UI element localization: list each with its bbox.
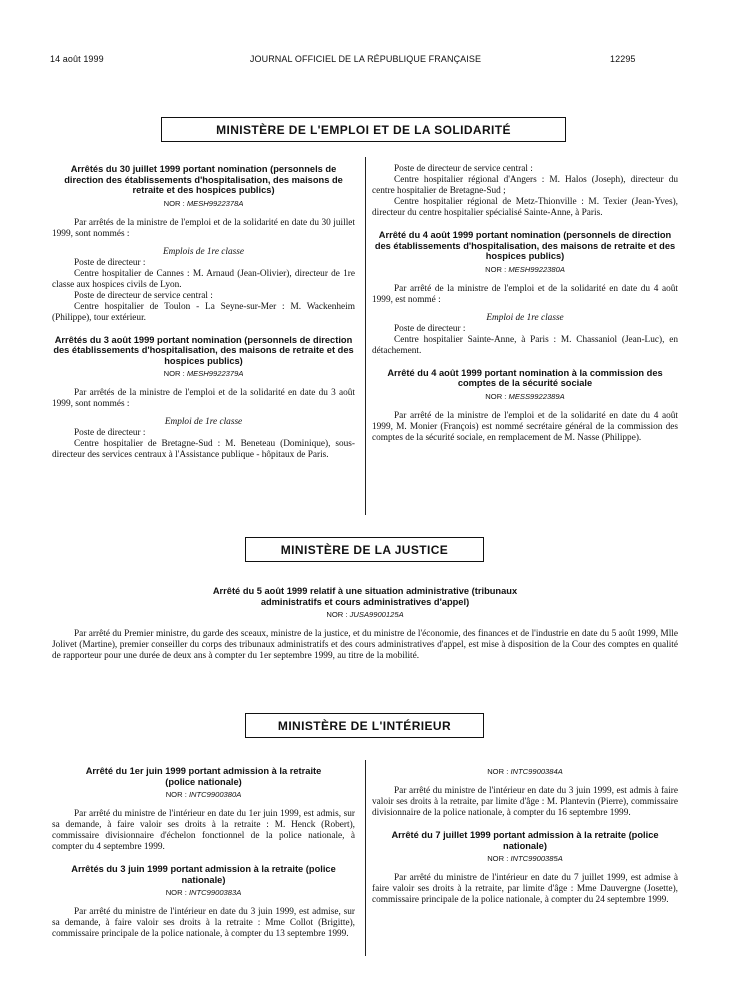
emploi-left-column — [52, 164, 355, 461]
section-heading: Emploi de 1re classe — [164, 417, 243, 427]
justice-section — [52, 586, 678, 662]
post-label: Poste de directeur de service central : — [394, 164, 533, 174]
section-heading: Emplois de 1re classe — [163, 246, 244, 257]
header-page-number: 12295 — [610, 54, 636, 64]
nor-reference: NOR : MESH9922379A — [163, 369, 244, 378]
decree-title: Arrêté du 1er juin 1999 portant admission à la retraite (police nationale) — [85, 766, 322, 787]
nor-reference: NOR : MESS9922389A — [485, 391, 565, 401]
decree-body: Centre hospitalier régional de Metz-Thionville : M. Texier (Jean-Yves), directeur du centre hospitalier spécialisé Sainte-Anne, à Paris. — [372, 197, 678, 218]
decree-body: Par arrêté du ministre de l'intérieur en date du 3 juin 1999, est admis à faire valoir ses droits à la retraite, par limite d'âge : M. Plantevin (Pierre), commissaire divisionnaire de la police nationale, à compter du 16 septembre 1999. — [372, 786, 678, 818]
decree-title: Arrêtés du 30 juillet 1999 portant nomination (personnels de direction des établissements d'hospitalisation, des maisons de retraite et des hospices publics) — [64, 164, 343, 195]
interieur-left-column — [52, 766, 355, 940]
decree-body: Par arrêté du Premier ministre, du garde des sceaux, ministre de la justice, et du ministre de l'économie, des finances et de l'industrie en date du 5 août 1999, Mlle Jolivet (Martine), premier conseiller du corps des tribunaux administratifs et des cours administratives d'appel, est mise à disposition de la Cour des comptes en qualité de rapporteur pour une durée de deux ans à compter du 1er septembre 1999, au titre de la mobilité. — [52, 629, 678, 661]
decree-body: Par arrêté de la ministre de l'emploi et de la solidarité en date du 4 août 1999, M. Monier (François) est nommé secrétaire général de la commission des comptes de la sécurité sociale, en remplacement de M. Nasse (Philippe). — [372, 410, 678, 443]
nor-reference: NOR : JUSA9900125A — [326, 610, 404, 619]
decree-body: Centre hospitalier régional d'Angers : M. Halos (Joseph), directeur du centre hospitalier de Bretagne-Sud ; — [372, 175, 678, 196]
decree-body: Centre hospitalier Sainte-Anne, à Paris : M. Chassaniol (Jean-Luc), en détachement. — [372, 334, 678, 356]
nor-reference: NOR : INTC9900385A — [487, 854, 563, 863]
ministry-heading-interieur: MINISTÈRE DE L'INTÉRIEUR — [245, 713, 484, 738]
nor-reference: NOR : INTC9900384A — [487, 767, 563, 776]
decree-title: Arrêtés du 3 août 1999 portant nomination (personnels de direction des établissements d'hospitalisation, des maisons de retraite et des hospices publics) — [53, 334, 354, 366]
decree-body: Centre hospitalier de Cannes : M. Arnaud (Jean-Olivier), directeur de 1re classe aux hospices civils de Lyon. — [52, 268, 355, 290]
post-label: Poste de directeur de service central : — [74, 290, 213, 301]
decree-title: Arrêté du 4 août 1999 portant nomination à la commission des comptes de la sécurité sociale — [387, 367, 663, 388]
post-label: Poste de directeur : — [74, 428, 146, 438]
post-label: Poste de directeur : — [74, 257, 146, 268]
decree-body: Par arrêté du ministre de l'intérieur en date du 1er juin 1999, est admis, sur sa demande, à faire valoir ses droits à la retraite : M. Henck (Robert), commissaire divisionnaire d'échelon fonctionnel de la police nationale, à compter du 4 septembre 1999. — [52, 809, 355, 852]
decree-title: Arrêté du 5 août 1999 relatif à une situation administrative (tribunaux administratifs et cours administratives d'appel) — [212, 586, 518, 607]
section-heading: Emploi de 1re classe — [486, 312, 564, 323]
decree-title: Arrêtés du 3 juin 1999 portant admission à la retraite (police nationale) — [71, 864, 336, 885]
emploi-right-column — [372, 164, 678, 444]
ministry-heading-emploi: MINISTÈRE DE L'EMPLOI ET DE LA SOLIDARITÉ — [161, 117, 566, 142]
decree-intro: Par arrêté de la ministre de l'emploi et de la solidarité en date du 4 août 1999, est nommé : — [372, 283, 678, 305]
header-date: 14 août 1999 — [50, 54, 104, 64]
decree-body: Par arrêté du ministre de l'intérieur en date du 7 juillet 1999, est admise à faire valoir ses droits à la retraite, par limite d'âge : Mme Dauvergne (Josette), commissaire principale de la police nationale, à compter du 24 septembre 1999. — [372, 873, 678, 905]
ministry-heading-justice: MINISTÈRE DE LA JUSTICE — [245, 537, 484, 562]
interieur-right-column — [372, 764, 678, 906]
header-journal-title: JOURNAL OFFICIEL DE LA RÉPUBLIQUE FRANÇAISE — [249, 54, 482, 64]
decree-body: Centre hospitalier de Bretagne-Sud : M. Beneteau (Dominique), sous-directeur des services centraux à l'Assistance publique - hôpitaux de Paris. — [52, 439, 355, 460]
post-label: Poste de directeur : — [394, 323, 466, 334]
decree-body: Par arrêté du ministre de l'intérieur en date du 3 juin 1999, est admise, sur sa demande, à faire valoir ses droits à la retraite : Mme Collot (Brigitte), commissaire principale de la police nationale, à compter du 13 septembre 1999. — [52, 907, 355, 939]
nor-reference: NOR : MESH9922378A — [163, 198, 244, 208]
column-divider — [365, 157, 366, 515]
nor-reference: NOR : INTC9900380A — [165, 790, 242, 799]
decree-body: Centre hospitalier de Toulon - La Seyne-sur-Mer : M. Wackenheim (Philippe), tour extérieur. — [52, 301, 355, 323]
decree-intro: Par arrêtés de la ministre de l'emploi et de la solidarité en date du 3 août 1999, sont nommés : — [52, 388, 355, 409]
nor-reference: NOR : INTC9900383A — [165, 888, 242, 897]
decree-title: Arrêté du 4 août 1999 portant nomination (personnels de direction des établissements d'hospitalisation, des maisons de retraite et des hospices publics) — [374, 230, 676, 261]
nor-reference: NOR : MESH9922380A — [485, 264, 565, 274]
decree-intro: Par arrêtés de la ministre de l'emploi et de la solidarité en date du 30 juillet 1999, sont nommés : — [52, 217, 355, 239]
decree-title: Arrêté du 7 juillet 1999 portant admission à la retraite (police nationale) — [391, 830, 659, 851]
column-divider — [365, 760, 366, 956]
